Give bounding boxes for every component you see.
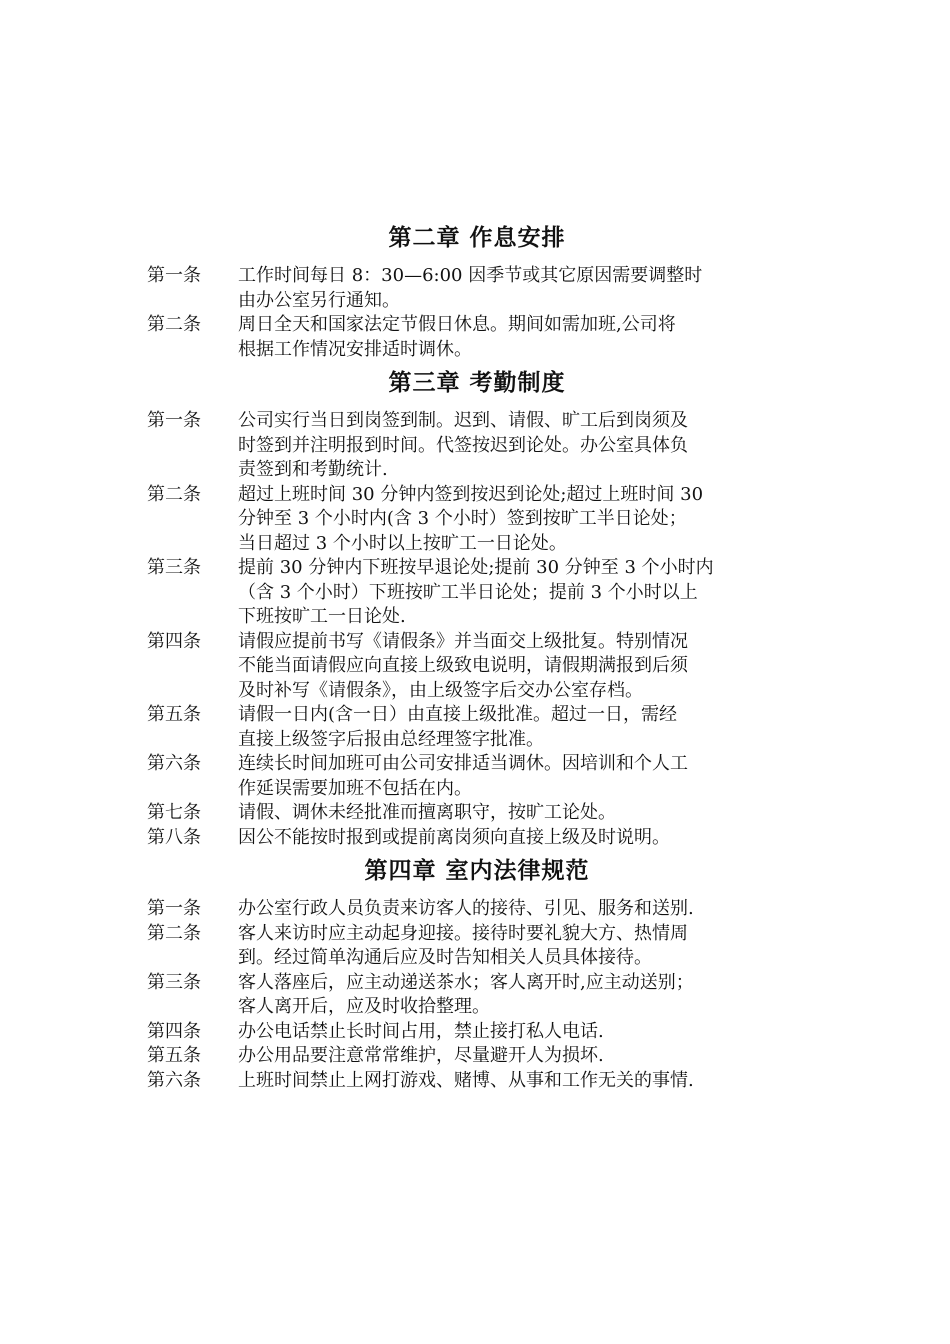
article-text: 办公电话禁止长时间占用，禁止接打私人电话. bbox=[238, 1020, 604, 1042]
article-number: 第四条 bbox=[147, 1020, 201, 1042]
article bbox=[147, 703, 807, 752]
article-text: 客人来访时应主动起身迎接。接待时要礼貌大方、热情周 到。经过简单沟通后应及时告知相关人员具体接待。 bbox=[238, 922, 688, 968]
article-text: 公司实行当日到岗签到制。迟到、请假、旷工后到岗须及 时签到并注明报到时间。代签按迟到论处。办公室具体负 责签到和考勤统计. bbox=[238, 410, 688, 480]
article-text: 提前 30 分钟内下班按早退论处;提前 30 分钟至 3 个小时内 （含 3 个小时）下班按旷工半日论处；提前 3 个小时以上 下班按旷工一日论处. bbox=[238, 557, 714, 627]
article-number: 第六条 bbox=[147, 753, 201, 774]
article-number: 第六条 bbox=[147, 1069, 201, 1091]
article bbox=[147, 1069, 807, 1094]
chapter-title: 第二章 作息安排 bbox=[388, 225, 566, 251]
article bbox=[147, 922, 807, 971]
article-text: 请假一日内(含一日）由直接上级批准。超过一日，需经 直接上级签字后报由总经理签字批准。 bbox=[238, 704, 678, 750]
article bbox=[147, 409, 807, 483]
article-number: 第二条 bbox=[147, 922, 201, 944]
chapter-3 bbox=[147, 367, 807, 850]
article-number: 第一条 bbox=[147, 265, 201, 286]
article-text: 超过上班时间 30 分钟内签到按迟到论处;超过上班时间 30 分钟至 3 个小时内(含 3 个小时）签到按旷工半日论处； 当日超过 3 个小时以上按旷工一日论处。 bbox=[238, 483, 704, 554]
article-number: 第五条 bbox=[147, 704, 201, 725]
article-text: 连续长时间加班可由公司安排适当调休。因培训和个人工 作延误需要加班不包括在内。 bbox=[238, 753, 688, 799]
document-content bbox=[147, 222, 807, 1093]
article-text: 因公不能按时报到或提前离岗须向直接上级及时说明。 bbox=[238, 826, 670, 848]
article-number: 第五条 bbox=[147, 1045, 201, 1066]
article-text: 请假应提前书写《请假条》并当面交上级批复。特别情况 不能当面请假应向直接上级致电说明，请假期满报到后须 及时补写《请假条》，由上级签字后交办公室存档。 bbox=[238, 630, 688, 701]
article bbox=[147, 897, 807, 922]
chapter-2 bbox=[147, 222, 807, 362]
article-number: 第七条 bbox=[147, 802, 201, 823]
article-text: 办公用品要注意常常维护，尽量避开人为损坏. bbox=[238, 1045, 604, 1066]
article bbox=[147, 801, 807, 826]
article-number: 第四条 bbox=[147, 630, 201, 652]
article-number: 第一条 bbox=[147, 410, 201, 431]
article bbox=[147, 630, 807, 704]
article-number: 第三条 bbox=[147, 971, 201, 993]
chapter-title: 第三章 考勤制度 bbox=[388, 370, 566, 396]
article-text: 上班时间禁止上网打游戏、赌博、从事和工作无关的事情. bbox=[238, 1069, 694, 1091]
article-number: 第八条 bbox=[147, 826, 201, 848]
article-text: 周日全天和国家法定节假日休息。期间如需加班,公司将 根据工作情况安排适时调休。 bbox=[238, 314, 676, 360]
article-number: 第二条 bbox=[147, 483, 201, 505]
article bbox=[147, 971, 807, 1020]
chapter-title: 第四章 室内法律规范 bbox=[364, 858, 590, 884]
article bbox=[147, 264, 807, 313]
article-text: 请假、调休未经批准而擅离职守，按旷工论处。 bbox=[238, 802, 616, 823]
article bbox=[147, 556, 807, 630]
article-number: 第二条 bbox=[147, 314, 201, 335]
article-number: 第三条 bbox=[147, 557, 201, 578]
article bbox=[147, 826, 807, 851]
article bbox=[147, 1044, 807, 1069]
article-text: 客人落座后，应主动递送茶水；客人离开时,应主动送别； 客人离开后，应及时收拾整理。 bbox=[238, 971, 694, 1017]
article-number: 第一条 bbox=[147, 898, 201, 919]
article bbox=[147, 1020, 807, 1045]
chapter-4 bbox=[147, 855, 807, 1093]
article bbox=[147, 752, 807, 801]
article-text: 办公室行政人员负责来访客人的接待、引见、服务和送别. bbox=[238, 898, 694, 919]
article bbox=[147, 483, 807, 557]
article bbox=[147, 313, 807, 362]
article-text: 工作时间每日 8：30—6:00 因季节或其它原因需要调整时 由办公室另行通知。 bbox=[238, 265, 703, 311]
